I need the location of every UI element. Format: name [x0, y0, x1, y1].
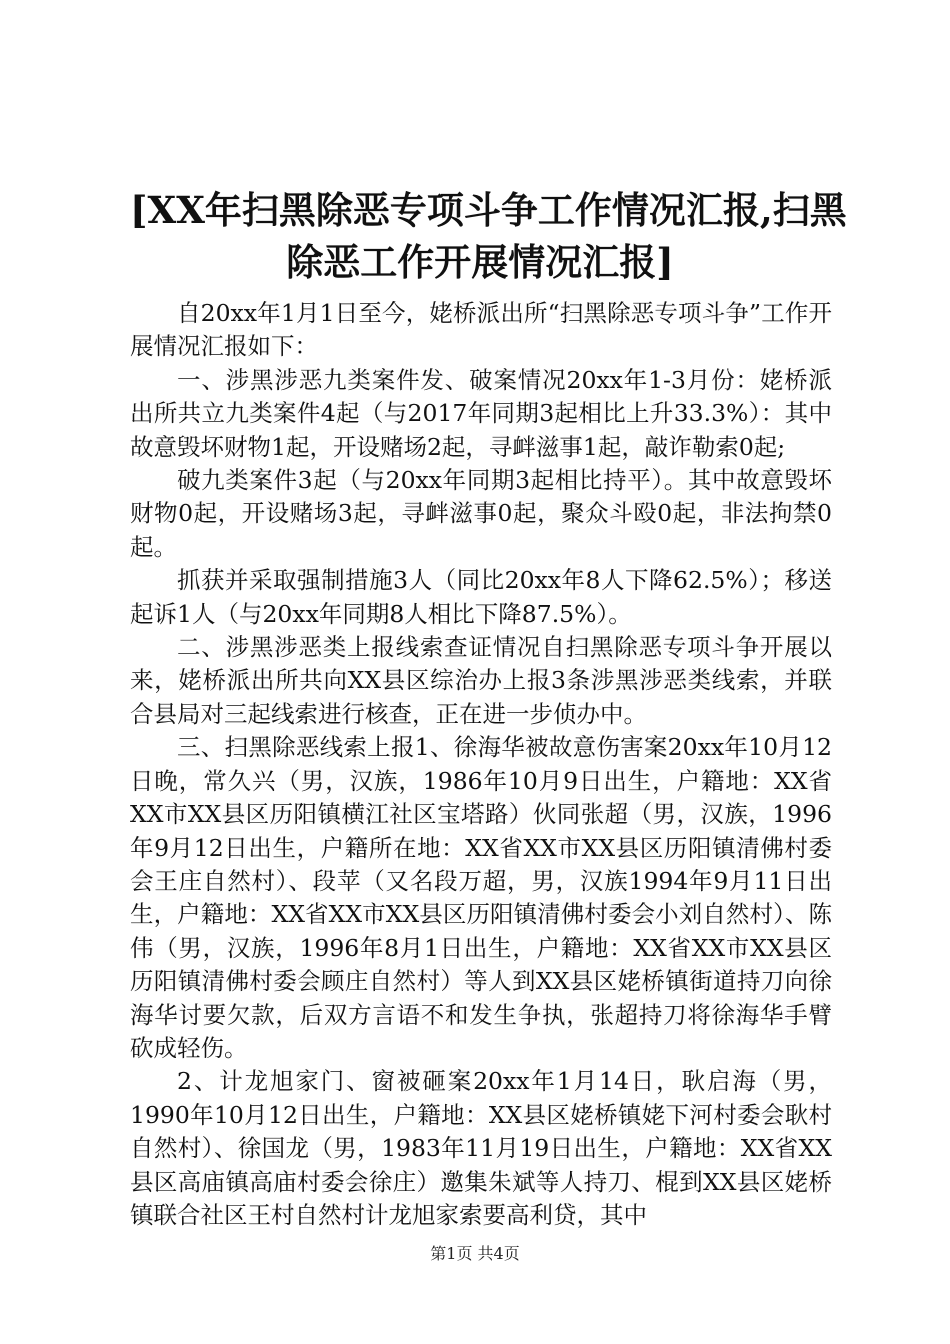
- paragraph: 破九类案件3起（与20xx年同期3起相比持平）。其中故意毁坏财物0起，开设赌场3起，寻衅滋事0起，聚众斗殴0起，非法拘禁0起。: [130, 466, 832, 561]
- document-title-line-1: [XX年扫黑除恶专项斗争工作情况汇报,扫黑: [130, 188, 847, 232]
- document-title-line-2: 除恶工作开展情况汇报]: [286, 240, 674, 284]
- paragraph: 2、计龙旭家门、窗被砸案20xx年1月14日，耿启海（男，1990年10月12日出生，户籍地：XX县区姥桥镇姥下河村委会耿村自然村）、徐国龙（男，1983年11月19日出生，户籍地：XX省XX县区高庙镇高庙村委会徐庄）邀集朱斌等人持刀、棍到XX县区姥桥镇联合社区王村自然村计龙旭家索要高利贷，其中: [130, 1067, 832, 1229]
- paragraph: 一、涉黑涉恶九类案件发、破案情况20xx年1-3月份：姥桥派出所共立九类案件4起（与2017年同期3起相比上升33.3%）：其中故意毁坏财物1起，开设赌场2起，寻衅滋事1起，敲诈勒索0起;: [130, 365, 832, 461]
- paragraph: 三、扫黑除恶线索上报1、徐海华被故意伤害案20xx年10月12日晚，常久兴（男，汉族，1986年10月9日出生，户籍地：XX省XX市XX县区历阳镇横江社区宝塔路）伙同张超（男，汉族，1996年9月12日出生，户籍所在地：XX省XX市XX县区历阳镇清佛村委会王庄自然村）、段苹（又名段万超，男，汉族1994年9月11日出生，户籍地：XX省XX市XX县区历阳镇清佛村委会小刘自然村）、陈伟（男，汉族，1996年8月1日出生，户籍地：XX省XX市XX县区历阳镇清佛村委会顾庄自然村）等人到XX县区姥桥镇街道持刀向徐海华讨要欠款，后双方言语不和发生争执，张超持刀将徐海华手臂砍成轻伤。: [130, 733, 832, 1062]
- document-body: [130, 297, 832, 1232]
- page-number: 第1页 共4页: [430, 1244, 520, 1263]
- paragraph: 二、涉黑涉恶类上报线索查证情况自扫黑除恶专项斗争开展以来，姥桥派出所共向XX县区综治办上报3条涉黑涉恶类线索，并联合县局对三起线索进行核查，正在进一步侦办中。: [130, 633, 832, 728]
- paragraph: 自20xx年1月1日至今，姥桥派出所“扫黑除恶专项斗争”工作开展情况汇报如下：: [130, 299, 832, 361]
- paragraph: 抓获并采取强制措施3人（同比20xx年8人下降62.5%）；移送起诉1人（与20xx年同期8人相比下降87.5%）。: [130, 566, 832, 628]
